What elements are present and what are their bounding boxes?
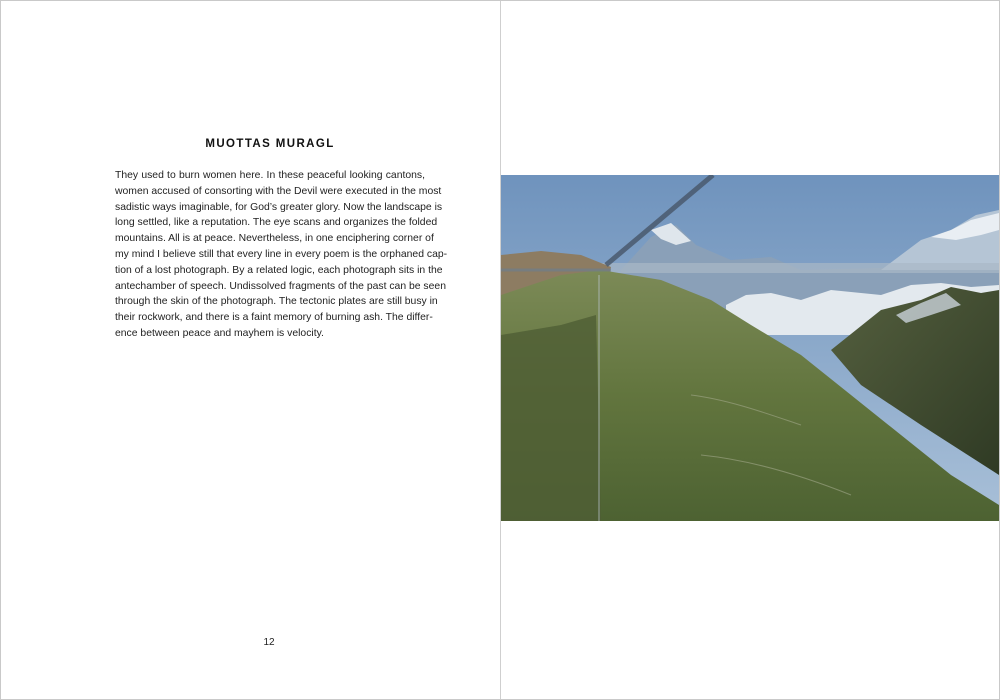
body-paragraph (115, 168, 448, 342)
landscape-photo (501, 175, 999, 521)
chapter-title: MUOTTAS MURAGL (205, 138, 335, 150)
body-line: women accused of consorting with the Devil were executed in the most (115, 185, 442, 197)
body-line: their rockwork, and there is a faint memory of burning ash. The differ- (115, 312, 433, 324)
left-page (1, 1, 500, 699)
body-line: sadistic ways imaginable, for God’s greater glory. Now the landscape is (115, 201, 443, 213)
body-line: tion of a lost photograph. By a related logic, each photograph sits in the (115, 264, 443, 276)
alpine-landscape-image (501, 175, 999, 521)
body-line: mountains. All is at peace. Nevertheless, in one enciphering corner of (115, 233, 434, 245)
body-line: through the skin of the photograph. The tectonic plates are still busy in (115, 296, 438, 308)
body-line: long settled, like a reputation. The eye scans and organizes the folded (115, 217, 438, 229)
body-line: my mind I believe still that every line in every poem is the orphaned cap- (115, 248, 448, 260)
page-number: 12 (263, 637, 275, 648)
right-page (501, 1, 999, 699)
body-line: They used to burn women here. In these peaceful looking cantons, (115, 170, 425, 181)
left-shadow-slope (501, 315, 601, 521)
body-line: ence between peace and mayhem is velocity. (115, 327, 324, 339)
body-line: antechamber of speech. Undissolved fragments of the past can be seen (115, 280, 446, 292)
